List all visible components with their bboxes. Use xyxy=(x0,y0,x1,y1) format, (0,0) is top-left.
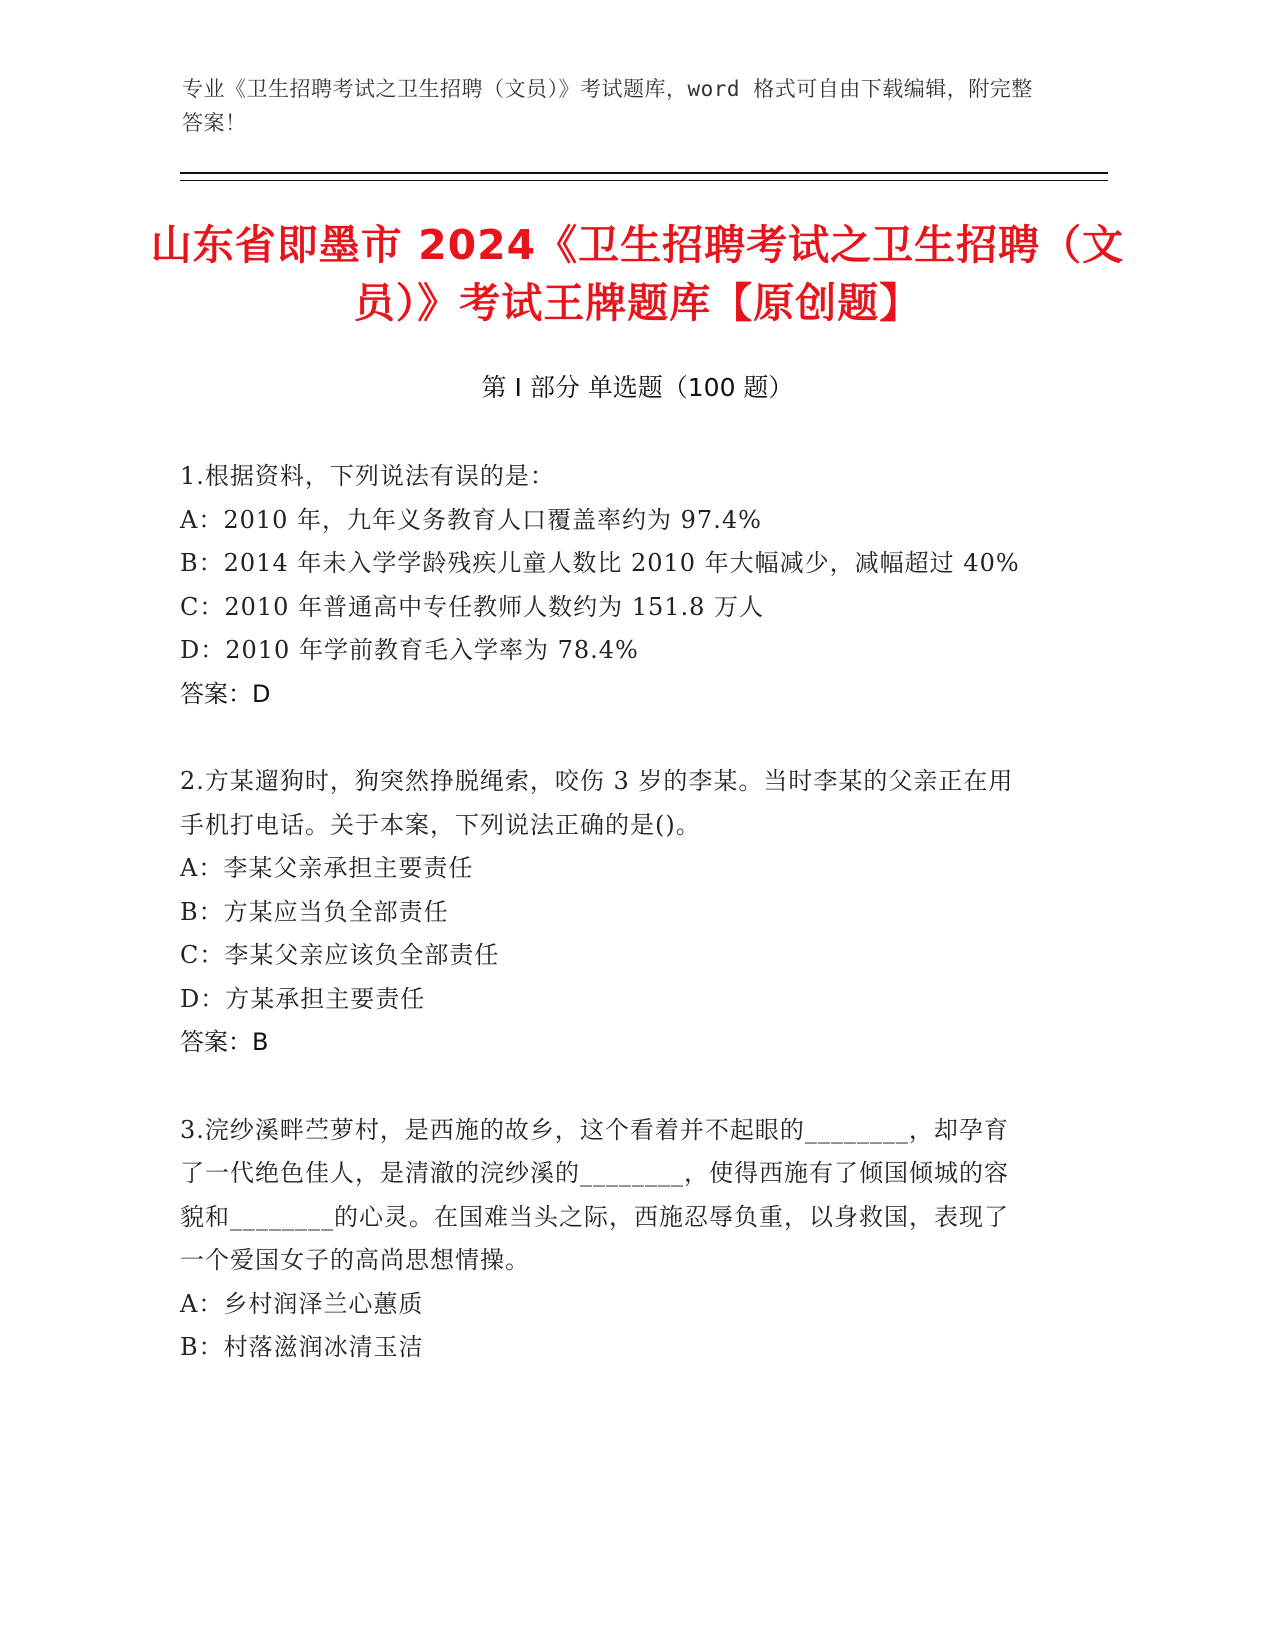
header-note: 专业《卫生招聘考试之卫生招聘（文员）》考试题库，word 格式可自由下载编辑，附完整答案！ xyxy=(182,77,1033,135)
option-d: D：2010 年学前教育毛入学率为 78.4% xyxy=(180,636,639,664)
question-1 xyxy=(180,455,1030,716)
option-a: A：乡村润泽兰心蕙质 xyxy=(180,1289,424,1318)
answer: 答案：B xyxy=(180,1028,269,1056)
section-title: 第 I 部分 单选题（100 题） xyxy=(481,373,794,402)
option-d: D：方某承担主要责任 xyxy=(180,984,426,1013)
option-b: B：2014 年未入学学龄残疾儿童人数比 2010 年大幅减少，减幅超过 40% xyxy=(180,549,1020,577)
option-c: C：2010 年普通高中专任教师人数约为 151.8 万人 xyxy=(180,592,765,621)
question-list xyxy=(180,455,1030,1414)
question-stem: 2.方某遛狗时，狗突然挣脱绳索，咬伤 3 岁的李某。当时李某的父亲正在用手机打电话。关于本案，下列说法正确的是()。 xyxy=(180,767,1014,839)
option-a: A：李某父亲承担主要责任 xyxy=(180,854,474,882)
header-divider-thin xyxy=(180,180,1108,181)
option-a: A：2010 年，九年义务教育人口覆盖率约为 97.4% xyxy=(180,505,762,534)
question-stem: 1.根据资料，下列说法有误的是： xyxy=(180,462,555,490)
header-divider-thick xyxy=(180,172,1108,174)
answer: 答案：D xyxy=(180,679,271,708)
question-3 xyxy=(180,1109,1030,1370)
option-b: B：方某应当负全部责任 xyxy=(180,897,449,926)
question-2 xyxy=(180,760,1030,1065)
option-b: B：村落滋润冰清玉洁 xyxy=(180,1333,424,1361)
option-c: C：李某父亲应该负全部责任 xyxy=(180,941,500,969)
question-stem: 3.浣纱溪畔苎萝村，是西施的故乡，这个看着并不起眼的________，却孕育了一代绝色佳人，是清澈的浣纱溪的________，使得西施有了倾国倾城的容貌和________的心灵。在国难当头之际，西施忍辱负重，以身救国，表现了一个爱国女子的高尚思想情操。 xyxy=(180,1115,1009,1274)
document-title: 山东省即墨市 2024《卫生招聘考试之卫生招聘（文员）》考试王牌题库【原创题】 xyxy=(150,221,1125,327)
